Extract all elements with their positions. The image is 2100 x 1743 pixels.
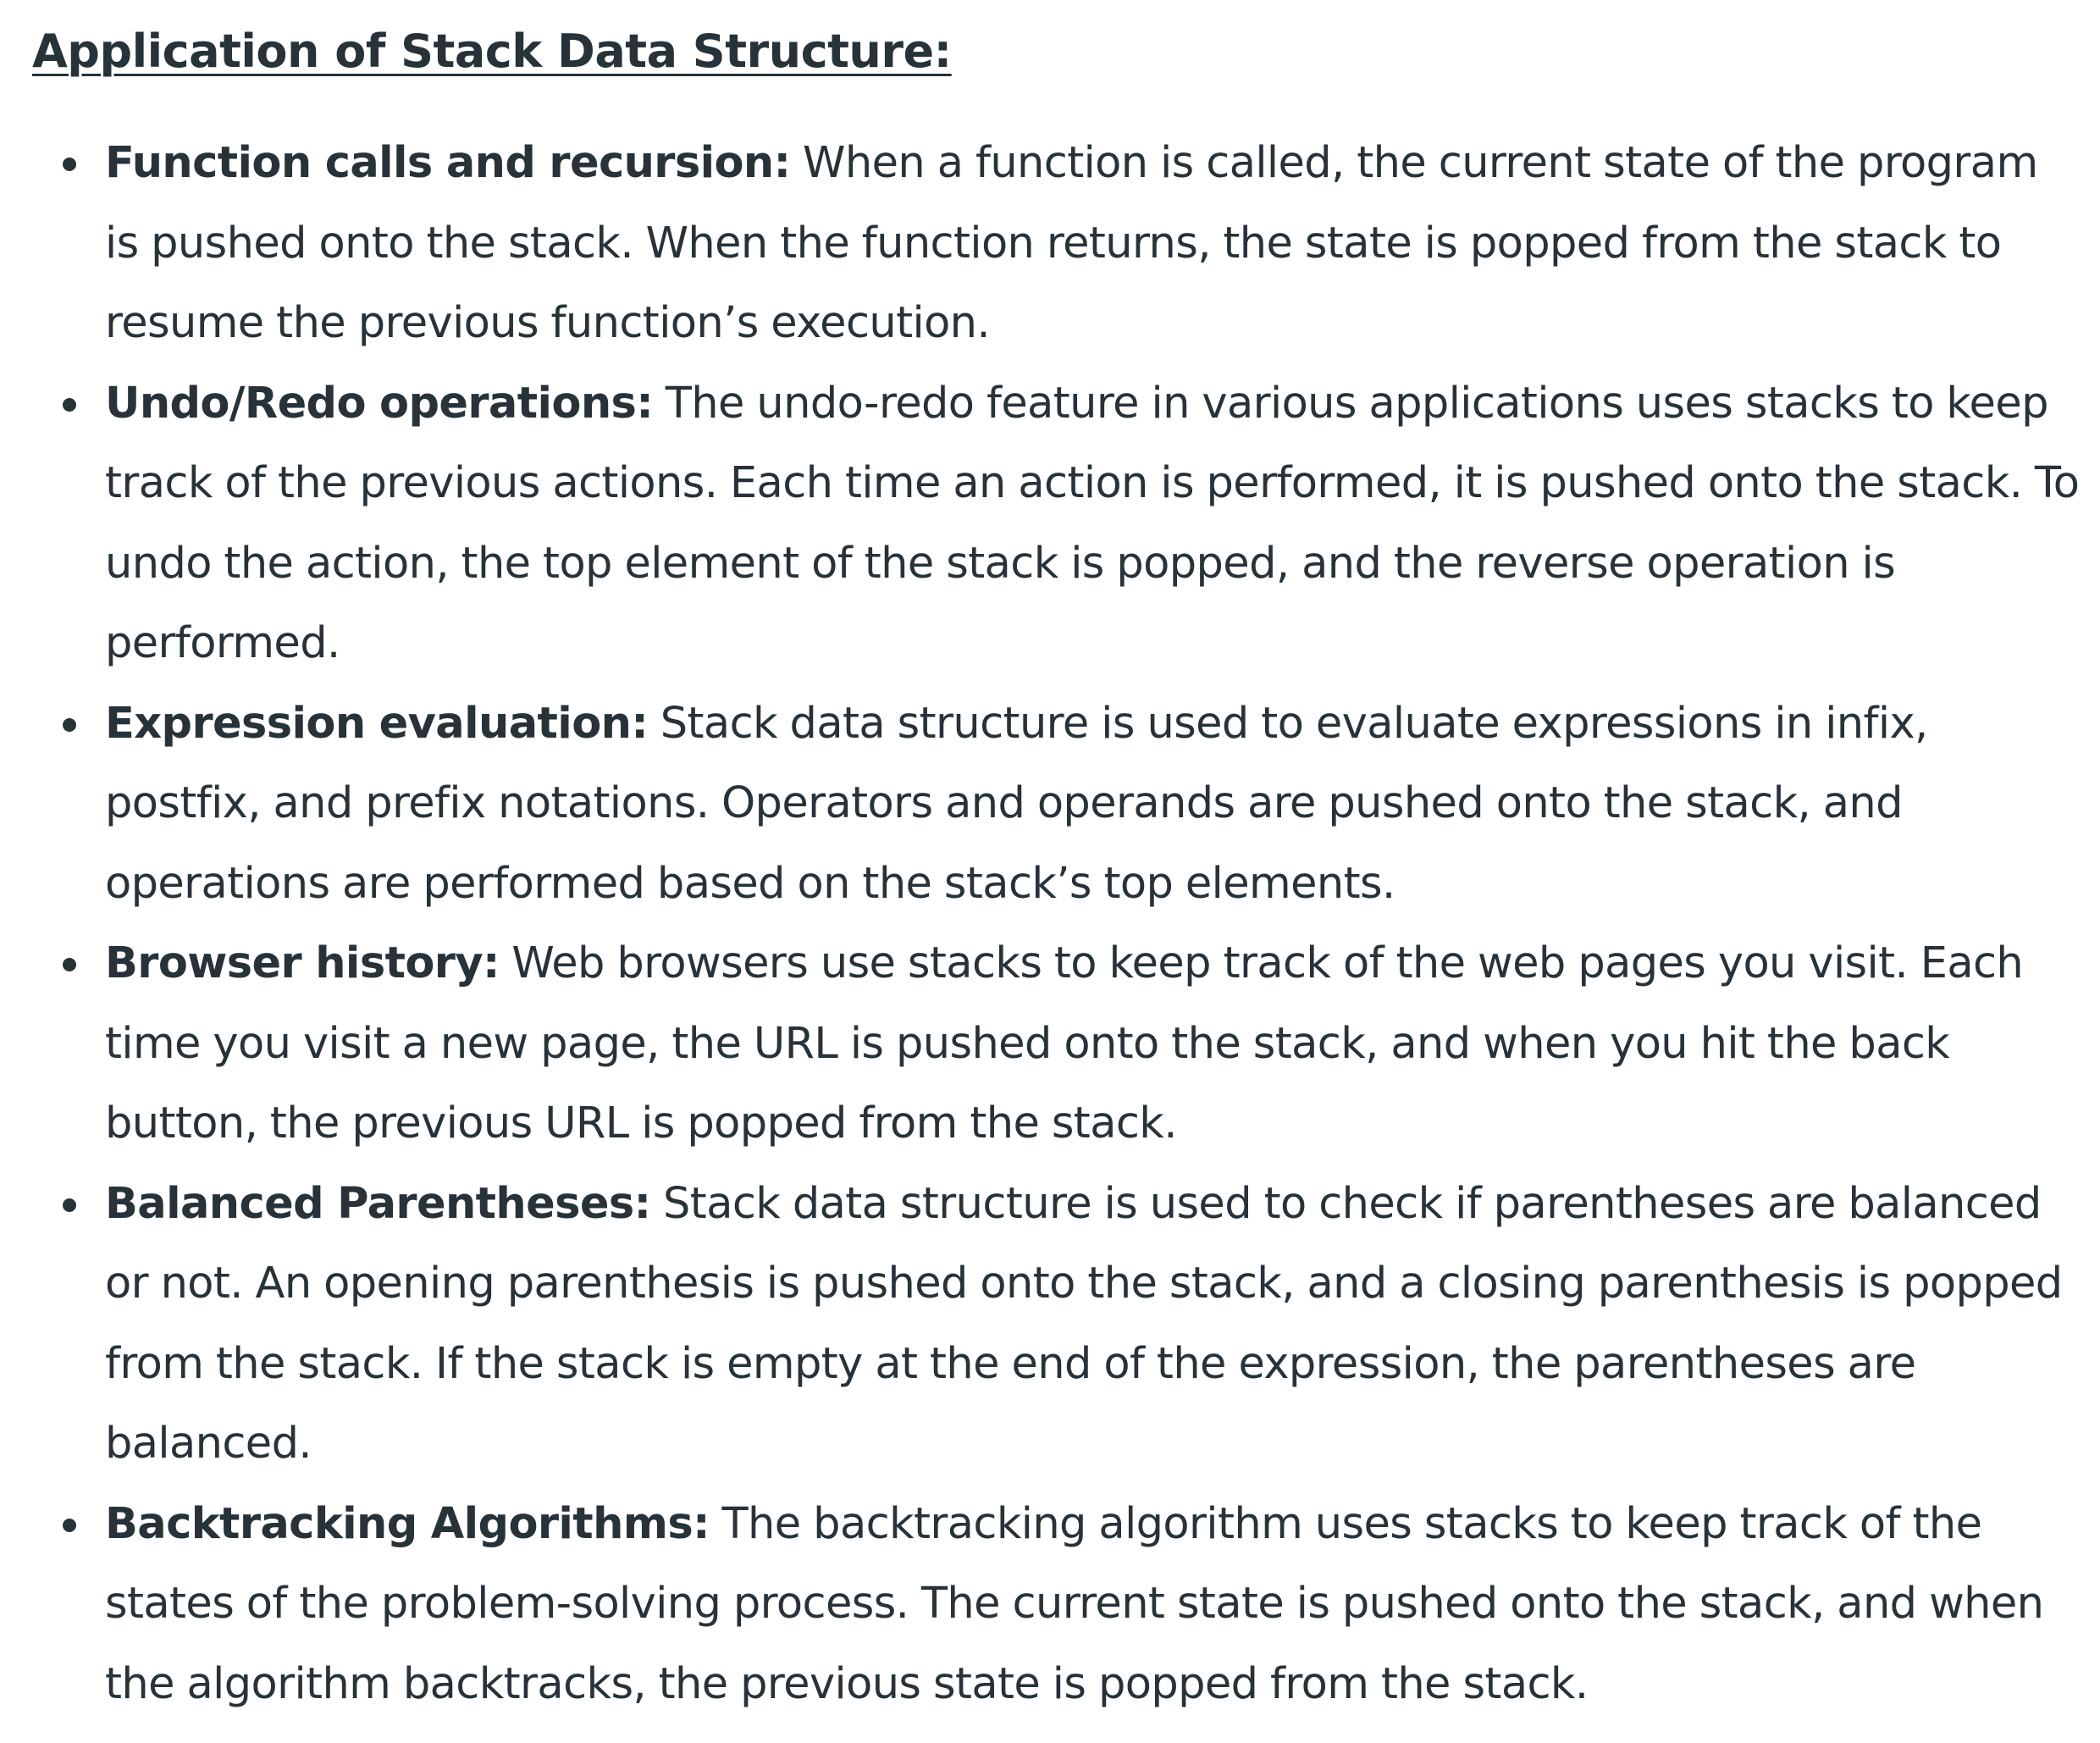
- item-description: The undo-redo feature in various applications uses stacks to keep track of the previous actions. Each time an action is performed, it is pushed onto the stack. To undo the action, the top element of the stack is popped, and the reverse operation is performed.: [105, 378, 2080, 668]
- item-description: Web browsers use stacks to keep track of the web pages you visit. Each time you visit a new page, the URL is pushed onto the stack, and when you hit the back button, the previous URL is popped from the stack.: [105, 938, 2024, 1148]
- list-item-backtracking: [32, 1485, 2081, 1725]
- bullet-dot-icon: [63, 718, 76, 732]
- item-term: Backtracking Algorithms:: [105, 1498, 710, 1549]
- item-description: Stack data structure is used to check if parentheses are balanced or not. An opening parenthesis is pushed onto the stack, and a closing parenthesis is popped from the stack. If the stack is empty at the end of the expression, the parentheses are balanced.: [105, 1178, 2063, 1469]
- list-item-balanced-parentheses: [32, 1165, 2081, 1485]
- list-item-function-calls: [32, 124, 2081, 364]
- item-description: When a function is called, the current state of the program is pushed onto the stack. When the function returns, the state is popped from the stack to resume the previous function’s execution.: [105, 138, 2038, 348]
- item-term: Balanced Parentheses:: [105, 1178, 651, 1229]
- item-term: Function calls and recursion:: [105, 138, 791, 188]
- item-description: The backtracking algorithm uses stacks to keep track of the states of the problem-solving process. The current state is pushed onto the stack, and when the algorithm backtracks, the previous state is popped from the stack.: [105, 1498, 2044, 1709]
- section-heading: Application of Stack Data Structure:: [32, 25, 952, 78]
- bullet-dot-icon: [63, 1198, 76, 1212]
- item-description: Stack data structure is used to evaluate expressions in infix, postfix, and prefix notations. Operators and operands are pushed onto the stack, and operations are performed based on the stack’s top elements.: [105, 698, 1928, 909]
- applications-list: [32, 124, 2081, 1724]
- list-item-undo-redo: [32, 364, 2081, 684]
- bullet-dot-icon: [63, 158, 76, 171]
- bullet-dot-icon: [63, 958, 76, 971]
- list-item-expression-evaluation: [32, 684, 2081, 925]
- bullet-dot-icon: [63, 398, 76, 412]
- list-item-browser-history: [32, 924, 2081, 1165]
- item-term: Expression evaluation:: [105, 698, 649, 749]
- item-term: Browser history:: [105, 938, 500, 988]
- item-term: Undo/Redo operations:: [105, 378, 654, 429]
- bullet-dot-icon: [63, 1519, 76, 1532]
